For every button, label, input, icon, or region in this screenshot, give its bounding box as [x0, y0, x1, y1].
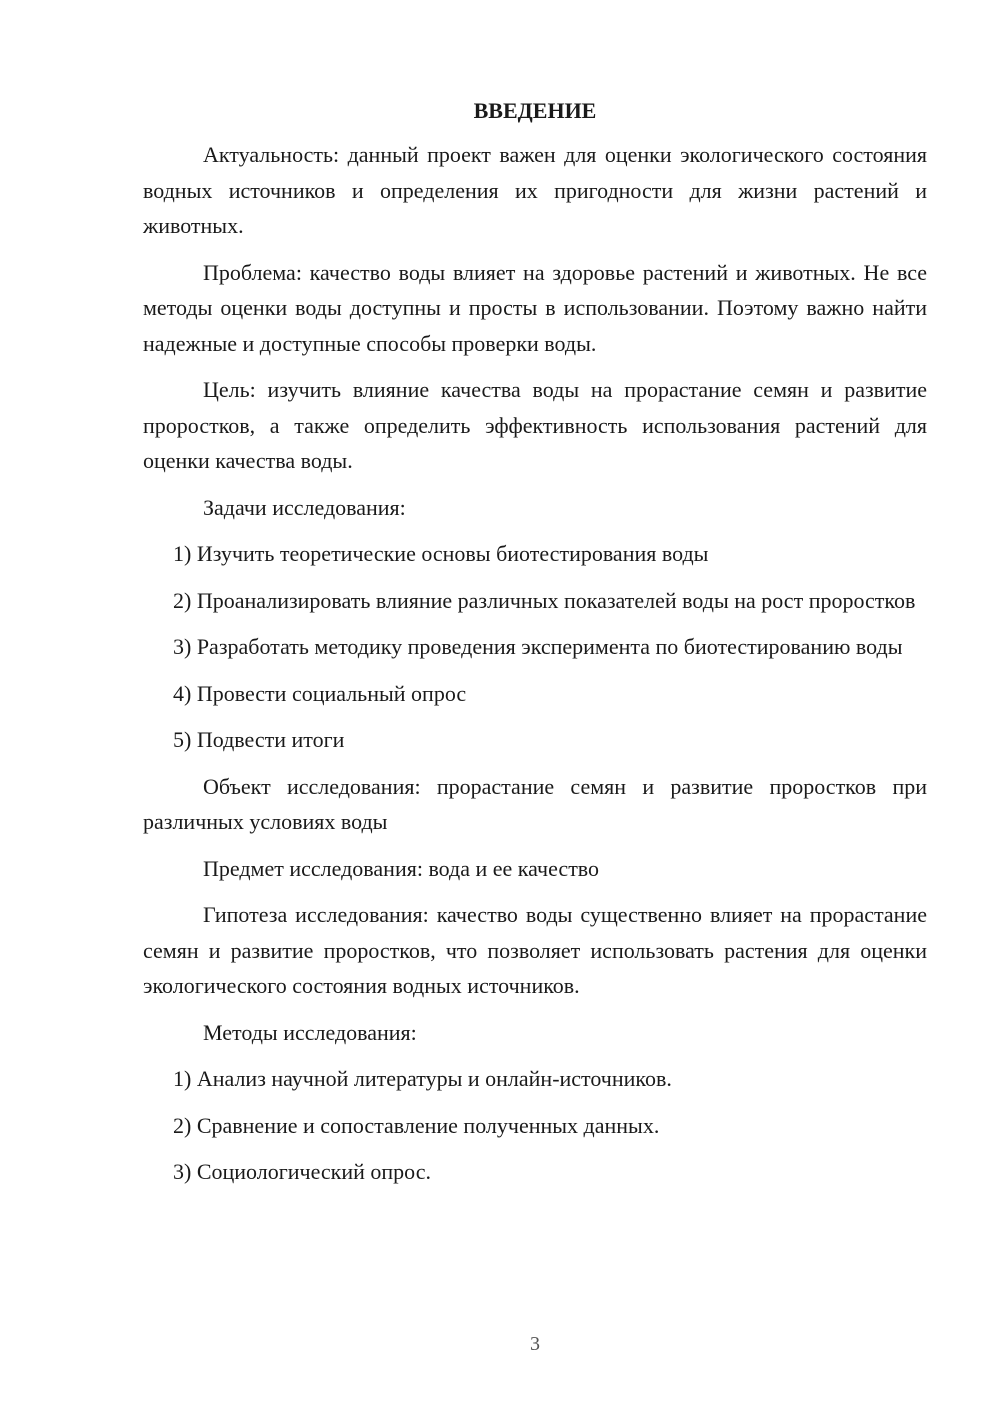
task-item: 1) Изучить теоретические основы биотестирования воды — [173, 541, 709, 566]
page-number: 3 — [530, 1333, 540, 1355]
task-item: 5) Подвести итоги — [173, 727, 345, 752]
task-item: 2) Проанализировать влияние различных показателей воды на рост проростков — [173, 587, 916, 613]
method-item: 2) Сравнение и сопоставление полученных данных. — [173, 1112, 660, 1138]
methods-heading: Методы исследования: — [203, 1019, 417, 1045]
goal-paragraph: Цель: изучить влияние качества воды на прорастание семян и развитие проростков, а также определить эффективность использования растений для оценки качества воды. — [143, 377, 927, 473]
problem-paragraph: Проблема: качество воды влияет на здоровье растений и животных. Не все методы оценки воды доступны и просты в использовании. Поэтому важно найти надежные и доступные способы проверки воды. — [143, 259, 927, 356]
relevance-paragraph: Актуальность: данный проект важен для оценки экологического состояния водных источников и определения их пригодности для жизни растений и животных. — [143, 142, 927, 238]
section-heading: ВВЕДЕНИЕ — [473, 98, 597, 123]
method-item: 1) Анализ научной литературы и онлайн-источников. — [173, 1066, 672, 1091]
subject-paragraph: Предмет исследования: вода и ее качество — [203, 855, 600, 881]
task-item: 4) Провести социальный опрос — [173, 680, 467, 706]
task-item: 3) Разработать методику проведения эксперимента по биотестированию воды — [173, 634, 903, 659]
object-paragraph: Объект исследования: прорастание семян и развитие проростков при различных условиях воды — [143, 773, 927, 834]
hypothesis-paragraph: Гипотеза исследования: качество воды существенно влияет на прорастание семян и развитие проростков, что позволяет использовать растения для оценки экологического состояния водных источников. — [143, 902, 927, 998]
method-item: 3) Социологический опрос. — [173, 1159, 431, 1184]
tasks-heading: Задачи исследования: — [203, 494, 406, 520]
document-page — [143, 96, 927, 1201]
